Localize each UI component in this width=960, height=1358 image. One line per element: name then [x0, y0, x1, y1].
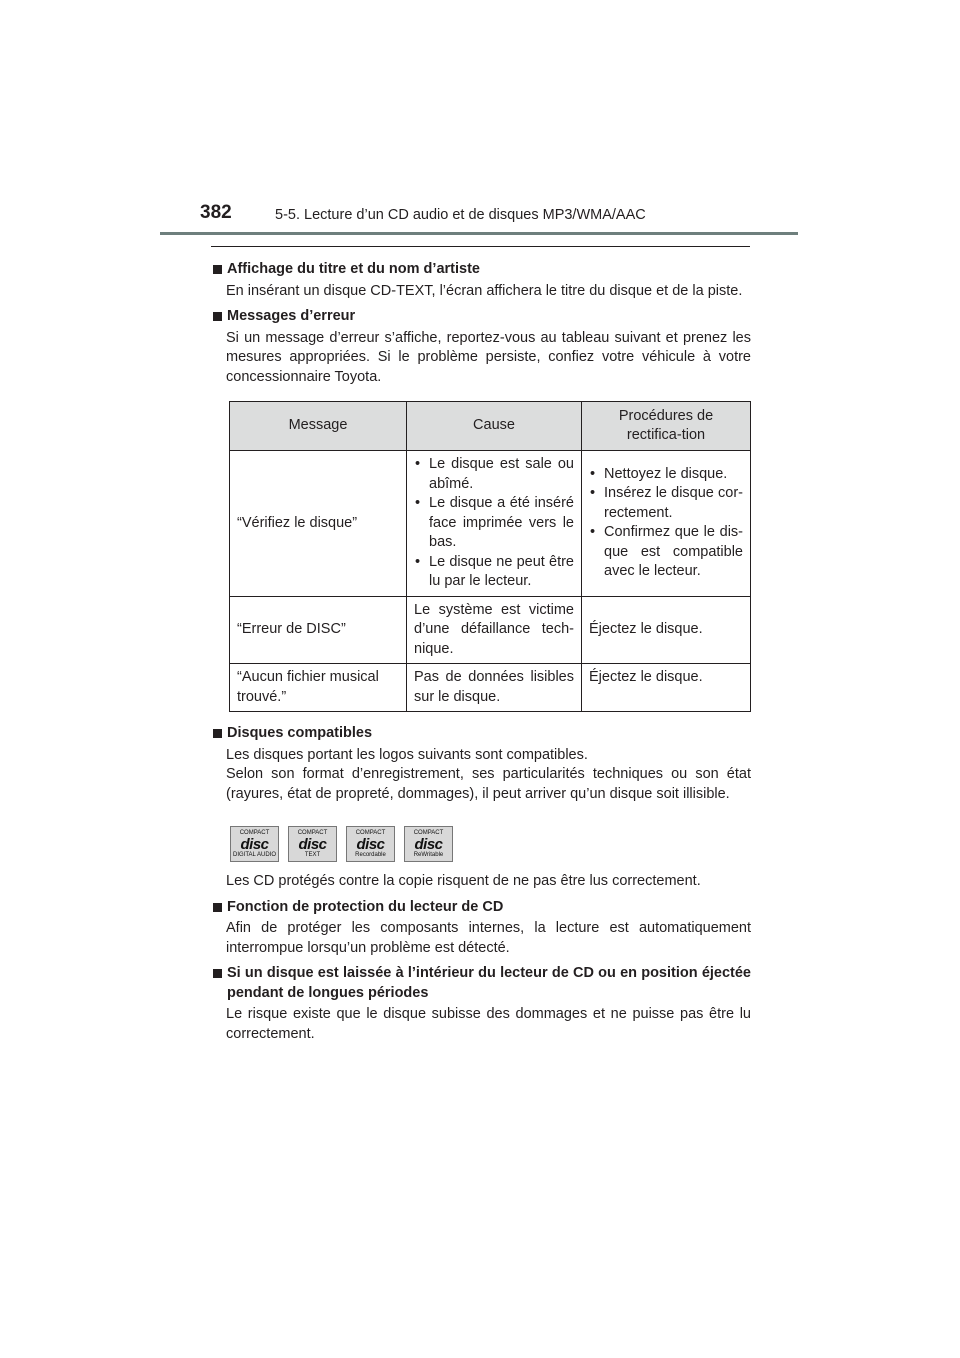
section-heading-left-in-player: Si un disque est laissée à l’intérieur du lecteur de CD ou en position éjectée pendant de longues périodes	[211, 964, 751, 1003]
section-heading-compatible-discs: Disques compatibles	[211, 724, 751, 744]
page-number: 382	[200, 202, 232, 223]
table-cell-cause: Pas de données lisibles sur le disque.	[407, 664, 582, 712]
header-rule	[160, 232, 798, 235]
list-item: • Le disque ne peut être lu par le lecteur.	[414, 553, 574, 592]
table-row	[230, 596, 751, 664]
section-body-title-display: En insérant un disque CD-TEXT, l’écran affichera le titre du disque et de la piste.	[226, 282, 743, 299]
table-row	[230, 451, 751, 597]
running-header: 5-5. Lecture d’un CD audio et de disques MP3/WMA/AAC	[275, 207, 646, 223]
section-body-error-messages: Si un message d’erreur s’affiche, reportez-vous au tableau suivant et prenez les mesures appropriées. Si le problème persiste, confiez votre véhicule à votre concessionnaire Toyota.	[226, 329, 751, 385]
table-cell-cause: Le système est victime d’une défaillance tech-nique.	[407, 596, 582, 664]
square-bullet-icon	[213, 312, 222, 321]
section-body-left-in-player: Le risque existe que le disque subisse des dommages et ne puisse pas être lu correctement.	[226, 1006, 751, 1042]
compact-disc-recordable-logo: COMPACT disc Recordable	[346, 826, 395, 862]
section-heading-title-display: Affichage du titre et du nom d’artiste	[211, 260, 751, 280]
list-item: • Le disque a été inséré face imprimée vers le bas.	[414, 494, 574, 553]
table-cell-cause	[407, 451, 582, 597]
table-cell-procedure	[582, 451, 751, 597]
list-item: • Confirmez que le dis-que est compatible avec le lecteur.	[589, 523, 743, 582]
square-bullet-icon	[213, 729, 222, 738]
compact-disc-rewritable-logo: COMPACT disc ReWritable	[404, 826, 453, 862]
table-cell-message: “Vérifiez le disque”	[230, 451, 407, 597]
table-header-cause: Cause	[407, 402, 582, 451]
section-body-compatible-discs: Les disques portant les logos suivants sont compatibles. Selon son format d’enregistrement, ses particularités techniques ou son état (rayures, état de propreté, dommages), il peut arriver qu’un disque soit illisible.	[226, 746, 751, 802]
table-cell-message: “Erreur de DISC”	[230, 596, 407, 664]
compact-disc-text-logo: COMPACT disc TEXT	[288, 826, 337, 862]
copy-protection-note: Les CD protégés contre la copie risquent de ne pas être lus correctement.	[226, 873, 701, 889]
table-header-row	[230, 402, 751, 451]
list-item: • Le disque est sale ou abîmé.	[414, 455, 574, 494]
section-body-protection: Afin de protéger les composants internes, la lecture est automatiquement interrompue lorsqu’un problème est détecté.	[226, 920, 751, 956]
square-bullet-icon	[213, 903, 222, 912]
compact-disc-digital-audio-logo: COMPACT disc DIGITAL AUDIO	[230, 826, 279, 862]
disc-logos	[230, 826, 751, 862]
section-heading-protection: Fonction de protection du lecteur de CD	[211, 898, 751, 918]
error-table	[229, 401, 751, 712]
table-header-message: Message	[230, 402, 407, 451]
square-bullet-icon	[213, 969, 222, 978]
section-heading-error-messages: Messages d’erreur	[211, 307, 751, 327]
list-item: • Insérez le disque cor-rectement.	[589, 484, 743, 523]
square-bullet-icon	[213, 265, 222, 274]
table-cell-message: “Aucun fichier musical trouvé.”	[230, 664, 407, 712]
table-header-procedures: Procédures de rectifica-tion	[582, 402, 751, 451]
table-cell-procedure: Éjectez le disque.	[582, 596, 751, 664]
list-item: • Nettoyez le disque.	[589, 465, 743, 485]
section-rule	[211, 246, 750, 247]
page-content	[211, 254, 751, 1046]
table-row	[230, 664, 751, 712]
table-cell-procedure: Éjectez le disque.	[582, 664, 751, 712]
